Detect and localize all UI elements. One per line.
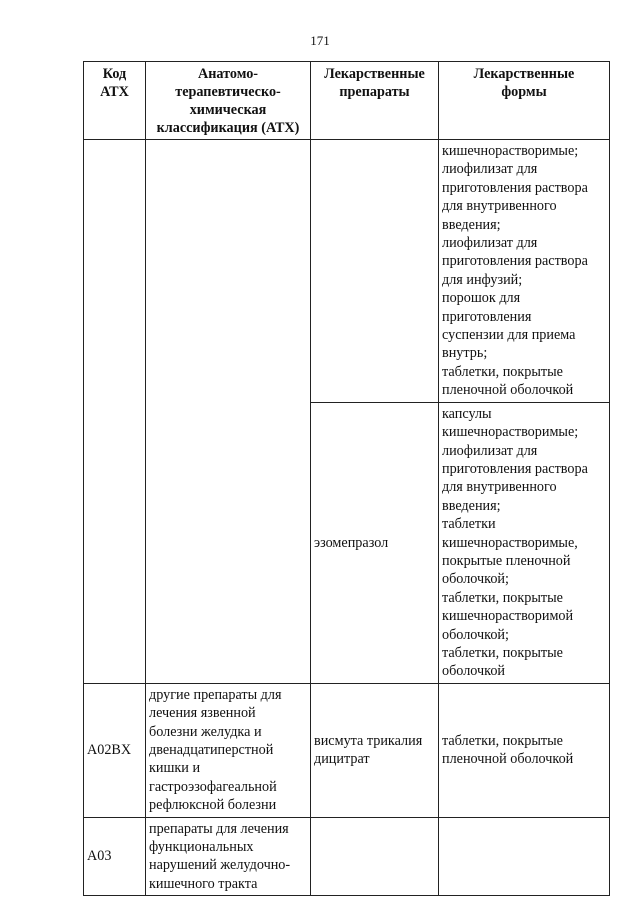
forms-cell: капсулы кишечнорастворимые; лиофилизат для приготовления раствора для внутривенного введения; таблетки кишечнорастворимые, покрытые пленочной оболочкой; таблетки, покрытые кишечнорастворимой оболочкой; таблетки, покрытые оболочкой bbox=[439, 402, 610, 683]
table-row bbox=[84, 817, 610, 896]
code-cell bbox=[84, 140, 146, 684]
drug-cell bbox=[311, 817, 439, 896]
forms-cell bbox=[439, 817, 610, 896]
classification-cell: препараты для лечения функциональных нарушений желудочно- кишечного тракта bbox=[146, 817, 311, 896]
drug-cell: эзомепразол bbox=[311, 402, 439, 683]
forms-cell: таблетки, покрытые пленочной оболочкой bbox=[439, 683, 610, 817]
header-drugs: Лекарственные препараты bbox=[311, 62, 439, 140]
forms-cell: кишечнорастворимые; лиофилизат для приготовления раствора для внутривенного введения; лиофилизат для приготовления раствора для инфузий; порошок для приготовления суспензии для приема внутрь; таблетки, покрытые пленочной оболочкой bbox=[439, 140, 610, 403]
header-classification: Анатомо- терапевтическо- химическая классификация (АТХ) bbox=[146, 62, 311, 140]
code-cell: A03 bbox=[84, 817, 146, 896]
code-cell: A02BX bbox=[84, 683, 146, 817]
page-number: 171 bbox=[310, 33, 330, 48]
atc-table bbox=[83, 61, 610, 896]
drug-cell: висмута трикалия дицитрат bbox=[311, 683, 439, 817]
classification-cell bbox=[146, 140, 311, 684]
table-row bbox=[84, 140, 610, 403]
header-row bbox=[84, 62, 610, 140]
header-code: Код АТХ bbox=[84, 62, 146, 140]
drug-cell bbox=[311, 140, 439, 403]
header-forms: Лекарственные формы bbox=[439, 62, 610, 140]
table-row bbox=[84, 683, 610, 817]
classification-cell: другие препараты для лечения язвенной болезни желудка и двенадцатиперстной кишки и гастроэзофагеальной рефлюксной болезни bbox=[146, 683, 311, 817]
